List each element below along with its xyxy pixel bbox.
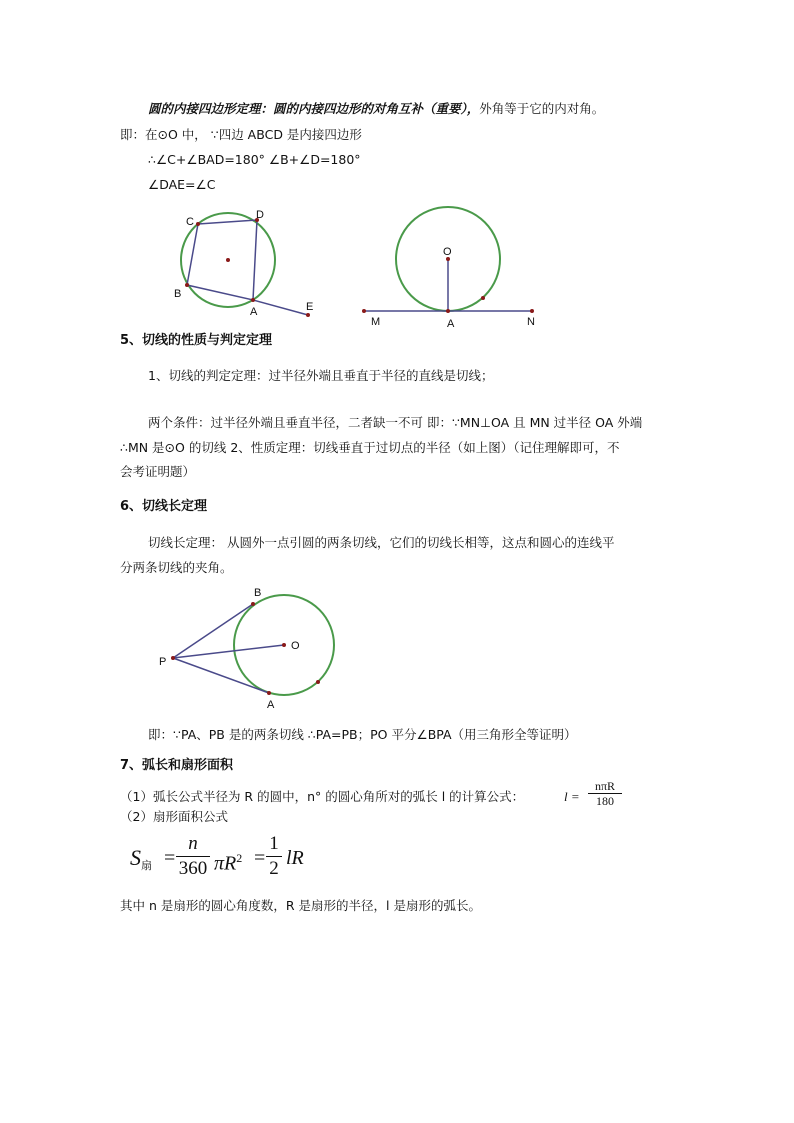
label-b: B (254, 587, 262, 599)
theorem-tail: 外角等于它的内对角。 (479, 101, 605, 116)
section-7-note: 其中 n 是扇形的圆心角度数，R 是扇形的半径，l 是扇形的弧长。 (120, 898, 481, 913)
theorem-title: 圆的内接四边形定理：圆的内接四边形的对角互补（重要）， (148, 101, 480, 116)
label-o: O (443, 246, 452, 258)
label-m: M (371, 316, 381, 328)
label-a: A (267, 699, 275, 711)
area-formula-lr: lR (286, 847, 304, 869)
label-b: B (174, 288, 182, 300)
area-formula-num2: 1 (266, 832, 282, 857)
section-7-heading: 7、弧长和扇形面积 (120, 758, 234, 773)
area-formula-fraction-1 (176, 832, 210, 881)
label-a: A (447, 318, 455, 330)
arc-formula-lhs: l = (564, 789, 580, 804)
section-7-item2: （2）扇形面积公式 (120, 809, 228, 824)
section-5-p2-line3: 会考证明题） (120, 464, 196, 479)
center-point (226, 258, 230, 262)
label-c: C (186, 216, 194, 228)
area-formula-s: S扇 (130, 845, 152, 872)
section-5-p2-line1: 两个条件：过半径外端且垂直半径，二者缺一不可 即：∵MN⊥OA 且 MN 过半径 OA 外端 (148, 415, 643, 430)
area-formula-den2: 2 (269, 858, 279, 879)
area-formula-eq1: = (164, 847, 176, 869)
section-5-p2-line2: ∴MN 是⊙O 的切线 2、性质定理：切线垂直于过切点的半径（如上图）（记住理解即可，不 (120, 440, 620, 455)
section-6-p1-line2: 分两条切线的夹角。 (120, 560, 233, 575)
quadrilateral-shape (187, 220, 257, 300)
tangent-pa (173, 658, 269, 693)
extension-line (253, 300, 308, 315)
label-e: E (306, 301, 314, 313)
arc-formula-fraction (588, 779, 622, 808)
area-formula-fraction-2 (266, 832, 282, 881)
section-5-heading: 5、切线的性质与判定定理 (120, 333, 273, 348)
arc-formula-numerator: nπR (588, 779, 622, 794)
label-d: D (256, 209, 264, 221)
label-p: P (159, 656, 167, 668)
section-7-item1: （1）弧长公式半径为 R 的圆中，n° 的圆心角所对的弧长 l 的计算公式： (120, 789, 525, 804)
arc-formula-denominator: 180 (596, 794, 614, 808)
section-6-p1-line1: 切线长定理： 从圆外一点引圆的两条切线，它们的切线长相等，这点和圆心的连线平 (148, 535, 615, 550)
inscribed-line-2: ∴∠C+∠BAD=180° ∠B+∠D=180° (148, 152, 361, 167)
label-o: O (291, 640, 300, 652)
area-formula-den1: 360 (178, 858, 208, 879)
label-n: N (527, 316, 535, 328)
section-5-p1: 1、切线的判定定理：过半径外端且垂直于半径的直线是切线； (148, 368, 494, 383)
area-formula-pir2: $\pi R^2$ (214, 851, 243, 875)
figure-cyclic-quadrilateral (160, 200, 330, 325)
area-formula-eq2: = (254, 847, 266, 869)
area-formula-num1: n (176, 832, 210, 857)
figure-tangent-length (155, 580, 340, 715)
label-a: A (250, 306, 258, 318)
inscribed-line-1: 即：在⊙O 中， ∵四边 ABCD 是内接四边形 (120, 127, 362, 142)
figure-tangent-line (355, 200, 550, 330)
inscribed-line-3: ∠DAE=∠C (148, 177, 216, 192)
section-6-heading: 6、切线长定理 (120, 499, 208, 514)
theorem-line (148, 101, 604, 117)
section-6-p2: 即：∵PA、PB 是的两条切线 ∴PA=PB；PO 平分∠BPA（用三角形全等证明） (148, 727, 577, 742)
